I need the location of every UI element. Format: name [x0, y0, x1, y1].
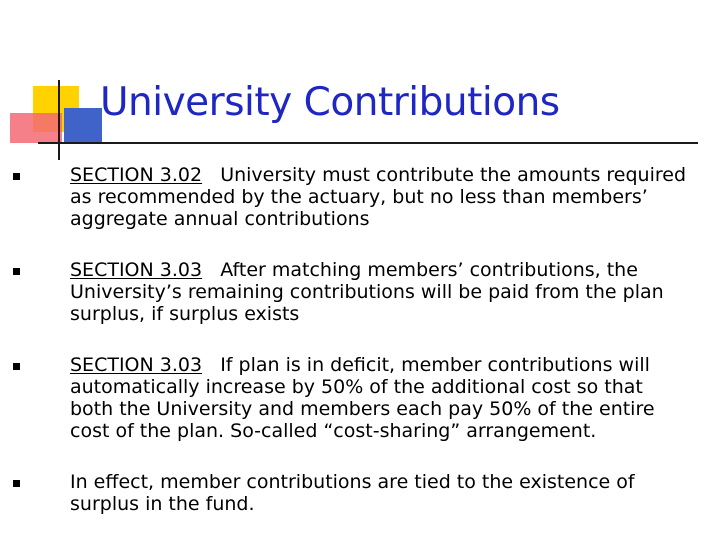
- square-bullet-icon: [13, 363, 20, 370]
- bullet-text: In effect, member contributions are tied to the existence of surplus in the fund.: [70, 471, 635, 515]
- bullet-text: University must contribute the amounts required as recommended by the actuary, but no less than members’ aggregate annual contributions: [70, 164, 687, 230]
- decorative-pink-bar: [10, 113, 62, 143]
- slide-title: University Contributions: [100, 80, 560, 125]
- square-bullet-icon: [13, 480, 20, 487]
- bullet-text: If plan is in deficit, member contributions will automatically increase by 50% of the additional cost so that both the University and members each pay 50% of the entire cost of the plan. So-called “cost-sharing” arrangement.: [70, 354, 655, 442]
- square-bullet-icon: [13, 173, 20, 180]
- title-underline-rule: [38, 142, 698, 144]
- bullet-item: [70, 259, 690, 325]
- bullet-text: After matching members’ contributions, the University’s remaining contributions will be paid from the plan surplus, if surplus exists: [70, 259, 664, 325]
- section-reference: SECTION 3.02: [70, 164, 203, 186]
- section-reference: SECTION 3.03: [70, 259, 203, 281]
- square-bullet-icon: [13, 268, 20, 275]
- bullet-item: [70, 164, 690, 230]
- decorative-blue-square: [64, 108, 102, 142]
- section-reference: SECTION 3.03: [70, 354, 203, 376]
- bullet-item: [70, 354, 690, 442]
- bullet-item: [70, 471, 690, 515]
- decorative-vertical-line: [58, 80, 60, 160]
